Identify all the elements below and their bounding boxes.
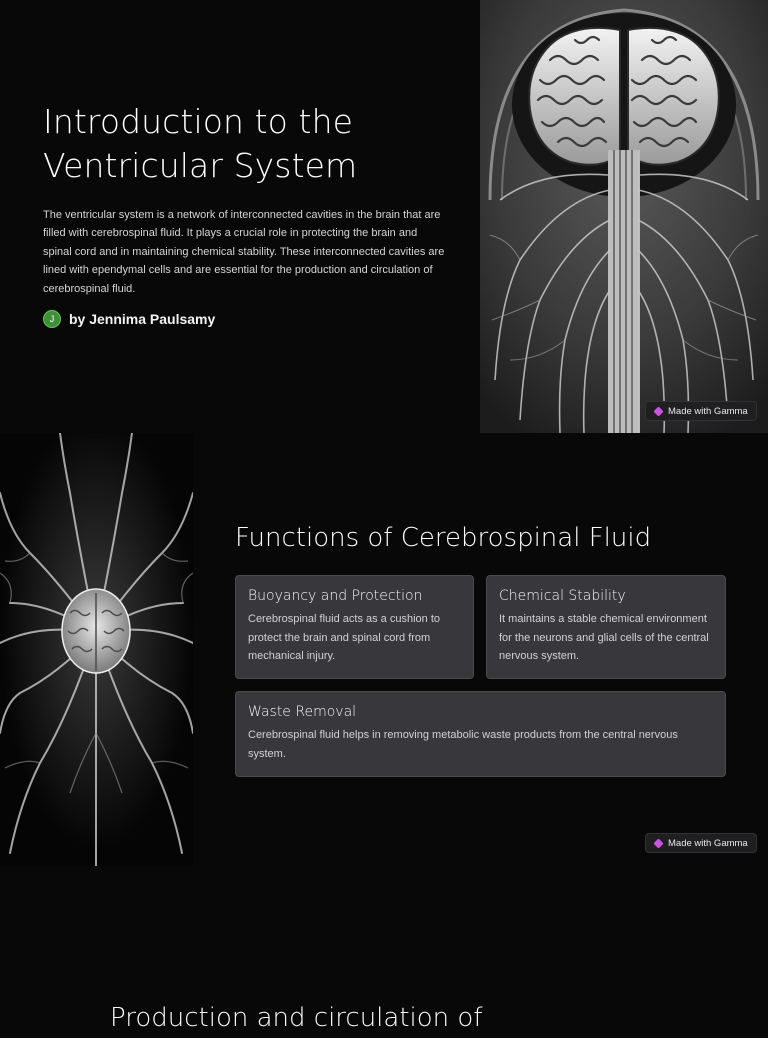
section-title: Production and circulation of — [110, 1003, 483, 1033]
glowing-brain-illustration — [0, 433, 193, 866]
slide-title: Introduction to the Ventricular System — [43, 102, 358, 185]
function-card — [235, 575, 474, 679]
section-title: Functions of Cerebrospinal Fluid — [235, 523, 652, 553]
gamma-logo-icon — [653, 406, 663, 416]
card-title: Chemical Stability — [499, 588, 626, 604]
card-title: Buoyancy and Protection — [248, 588, 423, 604]
gamma-logo-icon — [653, 838, 663, 848]
card-text: Cerebrospinal fluid acts as a cushion to protect the brain and spinal cord from mechanical injury. — [248, 613, 440, 662]
card-title: Waste Removal — [248, 704, 357, 720]
slide-intro — [0, 0, 768, 433]
brain-illustration — [480, 0, 768, 433]
avatar: J — [43, 310, 61, 328]
author-name: by Jennima Paulsamy — [69, 311, 216, 327]
slide-description: The ventricular system is a network of interconnected cavities in the brain that are filled with cerebrospinal fluid. It plays a crucial role in protecting the brain and spinal cord and in maintaining chemical stability. These interconnected cavities are lined with ependymal cells and are essential for the production and circulation of cerebrospinal fluid. — [43, 209, 445, 295]
badge-label: Made with Gamma — [668, 405, 748, 417]
made-with-gamma-badge[interactable] — [645, 401, 757, 421]
function-card — [235, 691, 726, 777]
glowing-brain-image — [0, 433, 193, 866]
card-text: Cerebrospinal fluid helps in removing metabolic waste products from the central nervous system. — [248, 729, 678, 760]
card-text: It maintains a stable chemical environment for the neurons and glial cells of the central nervous system. — [499, 613, 709, 662]
made-with-gamma-badge[interactable] — [645, 833, 757, 853]
author-line — [43, 310, 215, 328]
function-card — [486, 575, 726, 679]
badge-label: Made with Gamma — [668, 837, 748, 849]
brain-anatomy-image — [480, 0, 768, 433]
